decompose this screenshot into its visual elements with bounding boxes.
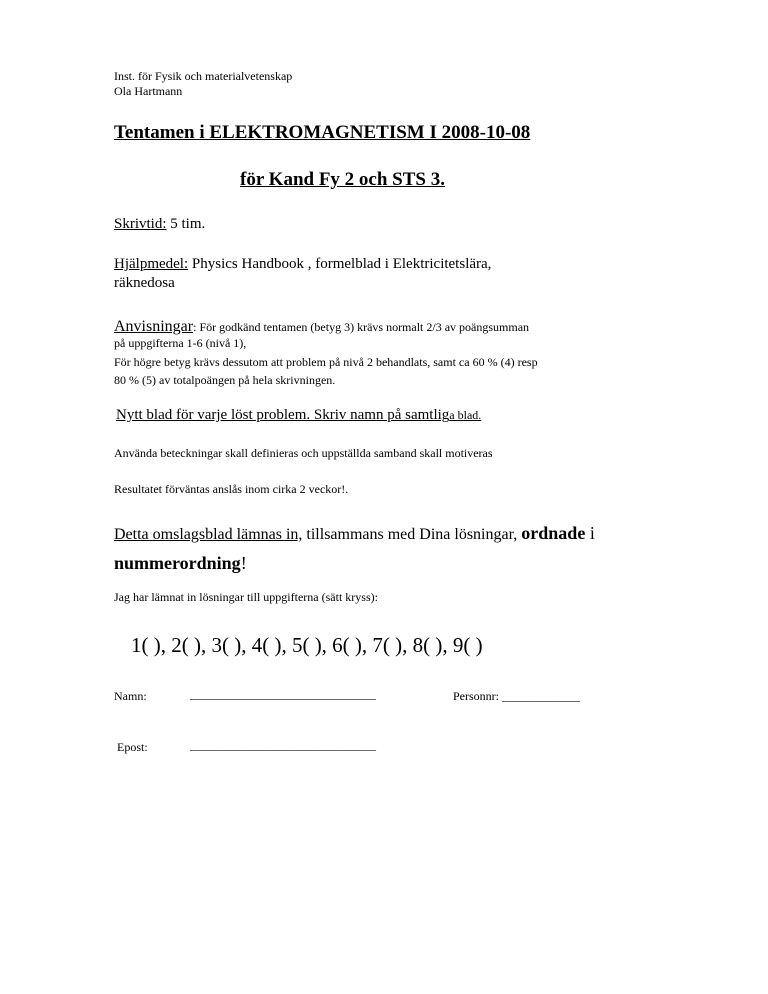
nytt-blad-instruction <box>116 407 481 424</box>
institution-text: Inst. för Fysik och materialvetenskap <box>114 69 293 83</box>
resultat-text: Resultatet förväntas anslås inom cirka 2 veckor!. <box>114 482 349 496</box>
hjalpmedel-line <box>114 256 491 273</box>
omslag-line-2 <box>114 553 247 574</box>
omslag-middle: tillsammans med Dina lösningar, <box>302 526 522 543</box>
hjalpmedel-value: Physics Handbook , formelblad i Elektricitetslära, <box>188 256 492 272</box>
definieras-text: Använda beteckningar skall definieras och uppställda samband skall motiveras <box>114 446 493 460</box>
anvisningar-line-4: 80 % (5) av totalpoängen på hela skrivningen. <box>114 373 336 387</box>
exam-title: Tentamen i ELEKTROMAGNETISM I 2008-10-08 <box>114 122 531 143</box>
anvisningar-line-3: För högre betyg krävs dessutom att problem på nivå 2 behandlats, samt ca 60 % (4) resp <box>114 355 538 369</box>
skrivtid-value: 5 tim. <box>166 216 206 232</box>
omslag-end-2: ! <box>240 553 247 573</box>
exam-subtitle: för Kand Fy 2 och STS 3. <box>240 169 445 190</box>
omslag-bold-ordnade: ordnade <box>521 523 586 543</box>
skrivtid-line <box>114 216 205 233</box>
anvisningar-line-2: på uppgifterna 1-6 (nivå 1), <box>114 336 247 350</box>
namn-label: Namn: <box>114 689 147 703</box>
omslag-underlined: Detta omslagsblad lämnas in, <box>114 526 303 543</box>
epost-label: Epost: <box>117 740 148 754</box>
hjalpmedel-line-2: räknedosa <box>114 275 175 291</box>
omslag-end-1: i <box>585 523 595 543</box>
jag-har-text: Jag har lämnat in lösningar till uppgifterna (sätt kryss): <box>114 590 378 604</box>
anvisningar-text-1: : För godkänd tentamen (betyg 3) krävs normalt 2/3 av poängsumman <box>193 320 530 334</box>
task-checklist[interactable]: 1( ), 2( ), 3( ), 4( ), 5( ), 6( ), 7( ), 8( ), 9( ) <box>131 633 483 657</box>
nytt-blad-text: Nytt blad för varje löst problem. Skriv namn på samtlig <box>116 407 450 423</box>
teacher-name: Ola Hartmann <box>114 84 183 98</box>
namn-field[interactable]: _______________________________ <box>190 687 376 701</box>
personnr-field[interactable]: Personnr: _____________ <box>453 689 580 703</box>
omslag-bold-nummerordning: nummerordning <box>114 553 241 573</box>
omslag-line-1 <box>114 523 595 544</box>
hjalpmedel-label: Hjälpmedel: <box>114 256 189 272</box>
anvisningar-label: Anvisningar <box>114 318 194 335</box>
nytt-blad-small: a blad. <box>449 408 482 422</box>
anvisningar-line-1 <box>114 318 529 336</box>
skrivtid-label: Skrivtid: <box>114 216 167 232</box>
epost-field[interactable]: _______________________________ <box>190 738 376 752</box>
